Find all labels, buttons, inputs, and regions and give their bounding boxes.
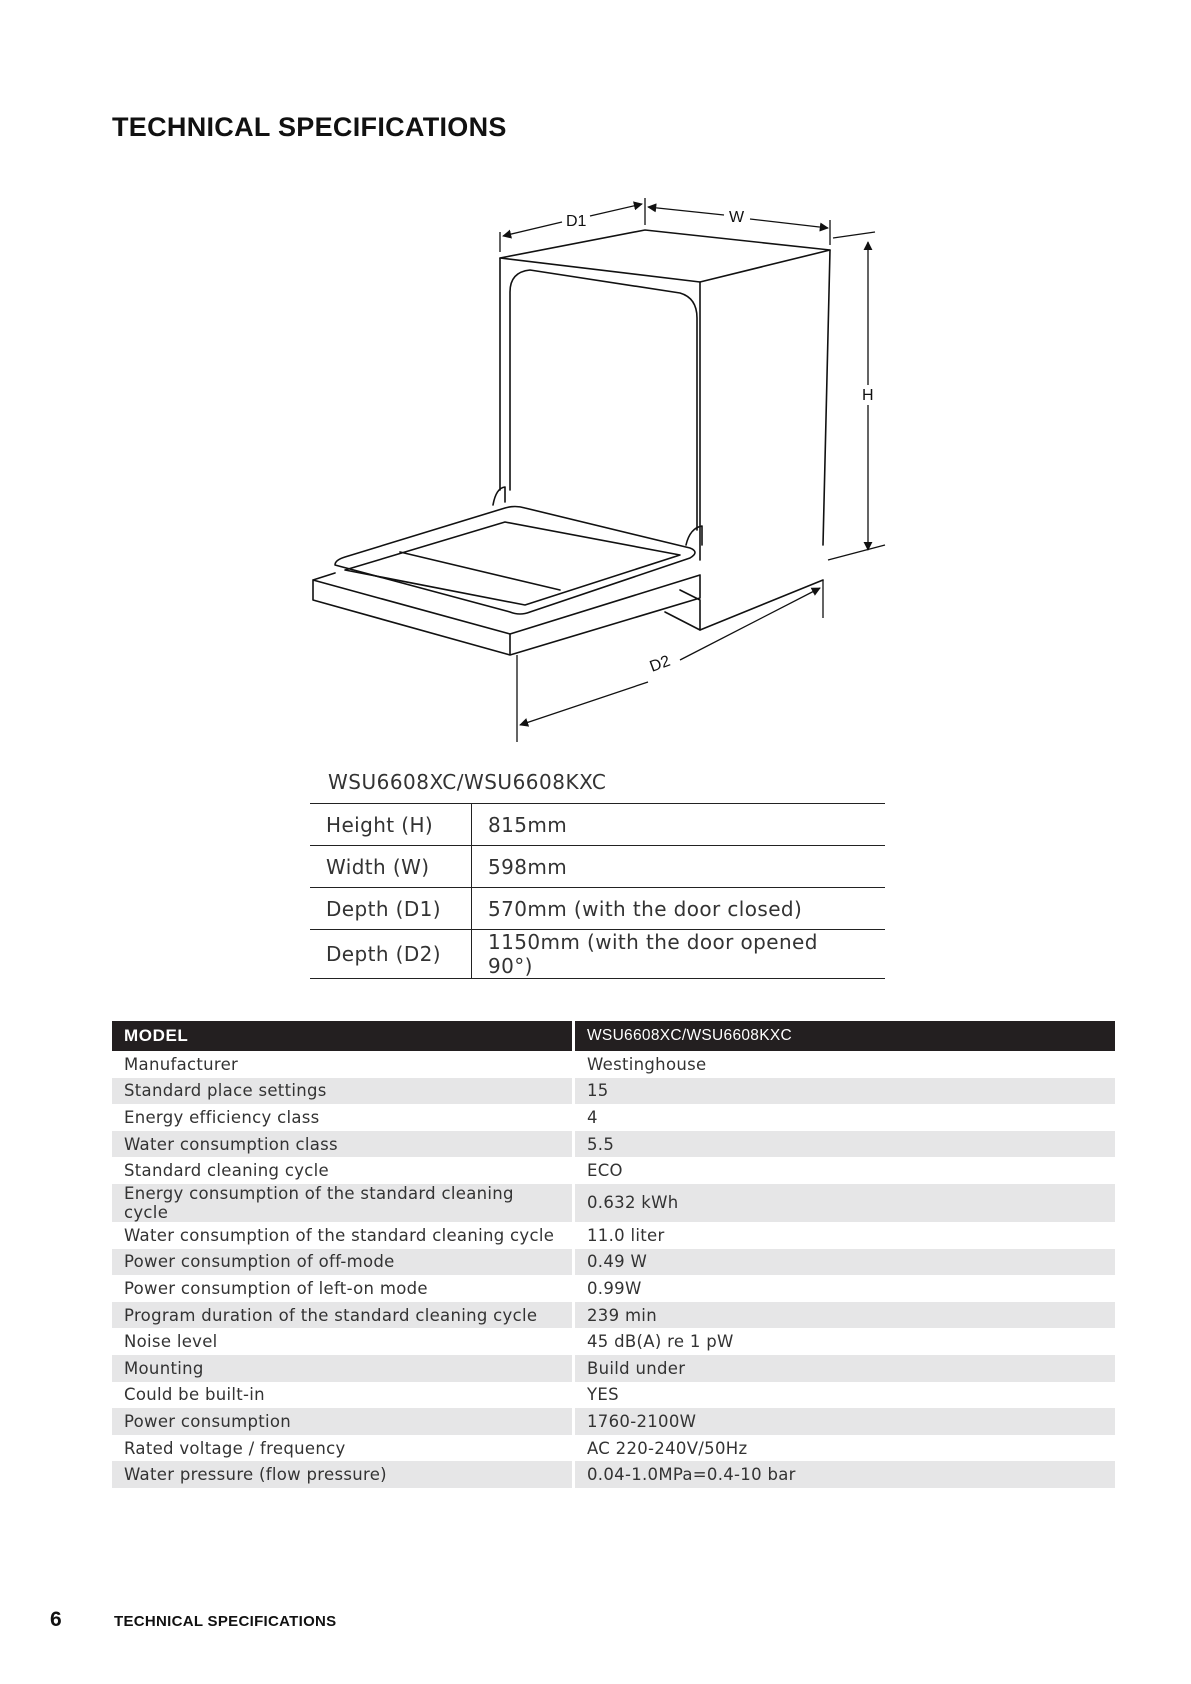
door-inner-panel xyxy=(345,522,680,605)
spec-value: 11.0 liter xyxy=(572,1222,1115,1249)
table-row xyxy=(112,1184,1115,1222)
table-row xyxy=(112,1275,1115,1302)
spec-label: Mounting xyxy=(112,1355,572,1382)
spec-value: Westinghouse xyxy=(572,1051,1115,1078)
table-row xyxy=(112,1302,1115,1329)
spec-label: Could be built-in xyxy=(124,1385,265,1405)
spec-value: 15 xyxy=(572,1078,1115,1105)
dimension-value: 598mm xyxy=(488,854,568,879)
spec-value: 45 dB(A) re 1 pW xyxy=(572,1328,1115,1355)
label-d2: D2 xyxy=(647,652,673,676)
spec-value: 239 min xyxy=(572,1302,1115,1329)
door-base-slab xyxy=(313,573,700,655)
spec-value: Build under xyxy=(572,1355,1115,1382)
label-w: W xyxy=(729,209,745,226)
table-row xyxy=(310,804,885,846)
page-number: 6 xyxy=(50,1608,62,1631)
spec-label: Rated voltage / frequency xyxy=(124,1438,346,1458)
table-row xyxy=(310,888,885,930)
door-inner-line xyxy=(400,552,560,590)
table-row xyxy=(112,1249,1115,1276)
label-d1: D1 xyxy=(566,213,587,230)
table-row xyxy=(112,1408,1115,1435)
spec-value: 0.632 kWh xyxy=(572,1184,1115,1222)
hinge-left xyxy=(493,487,505,505)
table-row xyxy=(112,1104,1115,1131)
dimension-value: 815mm xyxy=(488,812,568,837)
dimension-value: 570mm (with the door closed) xyxy=(488,896,803,921)
spec-value: 4 xyxy=(572,1104,1115,1131)
spec-value: YES xyxy=(572,1382,1115,1409)
spec-value: 0.49 W xyxy=(572,1249,1115,1276)
dimension-label: Width (W) xyxy=(310,846,472,888)
spec-label: Noise level xyxy=(124,1332,218,1352)
table-row xyxy=(112,1078,1115,1105)
table-row xyxy=(112,1157,1115,1184)
spec-label: Power consumption of off-mode xyxy=(112,1249,572,1276)
specifications-table xyxy=(112,1021,1115,1488)
page-title: TECHNICAL SPECIFICATIONS xyxy=(112,112,507,142)
table-row xyxy=(310,930,885,979)
dimension-label: Depth (D1) xyxy=(310,888,472,930)
spec-label: Power consumption of left-on mode xyxy=(124,1278,428,1298)
door-top-surface xyxy=(335,507,695,615)
spec-value: 5.5 xyxy=(572,1131,1115,1158)
table-row xyxy=(112,1051,1115,1078)
table-row xyxy=(112,1131,1115,1158)
dimensions-table xyxy=(310,803,885,979)
table-row xyxy=(112,1222,1115,1249)
spec-label: Power consumption xyxy=(112,1408,572,1435)
table-row xyxy=(112,1461,1115,1488)
spec-value: 0.99W xyxy=(572,1275,1115,1302)
table-row xyxy=(112,1355,1115,1382)
dimension-label: Height (H) xyxy=(310,804,472,846)
spec-label: Water consumption of the standard cleaning cycle xyxy=(124,1225,555,1245)
table-header-row xyxy=(112,1021,1115,1051)
spec-value: 1760-2100W xyxy=(572,1408,1115,1435)
spec-label: Energy efficiency class xyxy=(124,1107,320,1127)
spec-label: Water consumption class xyxy=(112,1131,572,1158)
dimension-label: Depth (D2) xyxy=(310,930,472,979)
opening-frame xyxy=(510,270,697,530)
spec-label: Standard cleaning cycle xyxy=(124,1161,329,1181)
spec-label: Manufacturer xyxy=(124,1054,239,1074)
label-h: H xyxy=(862,387,874,404)
cabinet-right-side xyxy=(823,250,830,545)
spec-value: ECO xyxy=(572,1157,1115,1184)
dimension-value: 1150mm (with the door opened 90°) xyxy=(488,930,818,978)
spec-label: Energy consumption of the standard cleaning cycle xyxy=(112,1184,572,1222)
spec-label: Standard place settings xyxy=(112,1078,572,1105)
table-row xyxy=(112,1382,1115,1409)
cabinet-plinth xyxy=(665,590,700,630)
spec-label: Water pressure (flow pressure) xyxy=(112,1461,572,1488)
spec-value: AC 220-240V/50Hz xyxy=(572,1435,1115,1462)
spec-value: 0.04-1.0MPa=0.4-10 bar xyxy=(572,1461,1115,1488)
cabinet-top xyxy=(500,230,830,282)
header-model-value: WSU6608XC/WSU6608KXC xyxy=(572,1021,1115,1051)
table-row xyxy=(310,846,885,888)
header-model-label: MODEL xyxy=(112,1021,572,1051)
table-row xyxy=(112,1435,1115,1462)
table-row xyxy=(112,1328,1115,1355)
footer-section-title: TECHNICAL SPECIFICATIONS xyxy=(114,1613,337,1630)
cabinet-bottom-edge xyxy=(700,580,823,630)
dishwasher-dimension-diagram xyxy=(300,190,900,750)
dimensions-model-name: WSU6608XC/WSU6608KXC xyxy=(328,770,607,794)
spec-label: Program duration of the standard cleaning cycle xyxy=(112,1302,572,1329)
